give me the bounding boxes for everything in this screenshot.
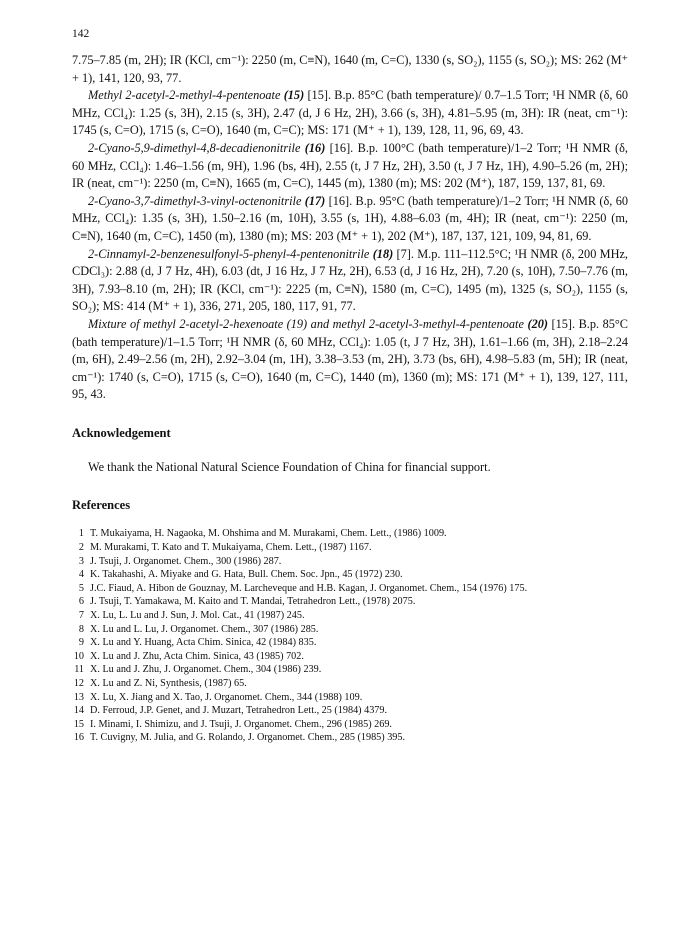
reference-text: J. Tsuji, T. Yamakawa, M. Kaito and T. Mandai, Tetrahedron Lett., (1978) 2075. [90,596,416,608]
reference-item [72,541,628,555]
entry-text: 7.75–7.85 (m, 2H); IR (KCl, cm⁻¹): 2250 (m, C≡N), 1640 (m, C=C), 1330 (s, SO₂), 1155 (s, SO₂); MS: 262 (M⁺ + 1), 141, 120, 93, 77. [72,53,628,85]
reference-item [72,568,628,582]
reference-text: X. Lu, X. Jiang and X. Tao, J. Organomet. Chem., 344 (1988) 109. [90,691,363,703]
reference-number: 1 [78,528,84,540]
reference-number: 13 [73,691,84,703]
entry-text: [15]. B.p. 85°C (bath temperature)/ 0.7–1.5 Torr; ¹H NMR (δ, 60 MHz, CCl₄): 1.25 (s, 3H), 2.15 (s, 3H), 2.47 (d, J 6 Hz, 2H), 3.66 (s, 3H), 4.81–5.95 (m, 3H): IR (neat, cm⁻¹): 1745 (s, C=O), 1715 (s, C=O), 1640 (m, C=C); MS: 171 (M⁺ + 1), 139, 128, 11, 96, 69, 43. [72,88,628,138]
entry-text: [16]. B.p. 95°C (bath temperature)/1–2 Torr; ¹H NMR (δ, 60 MHz, CCl₄): 1.35 (s, 3H), 1.50–2.16 (m, 10H), 3.55 (s, 1H), 4.88–6.03 (m, 4H); IR (neat, cm⁻¹): 2250 (m, C≡N), 1640 (m, C=C), 1450 (m), 1380 (m); MS: 203 (M⁺ + 1), 202 (M⁺), 187, 137, 121, 109, 94, 81, 69. [72,193,629,243]
reference-text: M. Murakami, T. Kato and T. Mukaiyama, Chem. Lett., (1987) 1167. [90,542,372,554]
compound-entry [72,140,628,193]
compound-entry [72,87,628,140]
reference-number: 10 [73,650,84,662]
experimental-section [72,52,628,404]
page-number: 142 [72,28,90,40]
reference-number: 14 [73,705,84,717]
reference-list [72,527,628,745]
reference-text: D. Ferroud, J.P. Genet, and J. Muzart, Tetrahedron Lett., 25 (1984) 4379. [90,705,388,717]
compound-name: 2-Cyano-3,7-dimethyl-3-vinyl-octenonitrile [88,193,302,208]
paper-page [72,28,628,745]
reference-text: X. Lu and Y. Huang, Acta Chim. Sinica, 42 (1984) 835. [90,637,317,649]
reference-item [72,718,628,732]
reference-text: X. Lu and L. Lu, J. Organomet. Chem., 307 (1986) 285. [90,623,319,635]
compound-number: (16) [304,140,326,155]
reference-item [72,595,628,609]
reference-number: 7 [78,610,84,622]
reference-text: J. Tsuji, J. Organomet. Chem., 300 (1986) 287. [90,555,282,567]
reference-number: 12 [73,678,84,689]
reference-number: 8 [78,623,84,635]
reference-number: 5 [78,582,84,594]
reference-item [72,691,628,705]
reference-number: 4 [78,569,84,581]
reference-item [72,555,628,569]
entry-text: [16]. B.p. 100°C (bath temperature)/1–2 Torr; ¹H NMR (δ, 60 MHz, CCl₄): 1.46–1.56 (m, 9H), 1.96 (bs, 4H), 2.55 (t, J 7 Hz, 2H), 3.50 (t, J 7 Hz, 1H), 4.90–5.26 (m, 2H); IR (neat, cm⁻¹): 2250 (m, C≡N), 1665 (m, C=C), 1445 (m), 1380 (m); MS: 202 (M⁺), 187, 159, 137, 81, 69. [72,140,629,191]
compound-name: Mixture of methyl 2-acetyl-2-hexenoate (19) and methyl 2-acetyl-3-methyl-4-pentenoate [88,316,524,331]
compound-name: 2-Cyano-5,9-dimethyl-4,8-decadienonitrile [88,140,301,155]
reference-number: 3 [78,555,84,567]
reference-item [72,527,628,541]
reference-number: 15 [73,718,84,730]
compound-number: (20) [527,316,548,331]
references-heading: References [72,498,131,513]
entry-text: [15]. B.p. 85°C (bath temperature)/1–1.5 Torr; ¹H NMR (δ, 60 MHz, CCl₄): 1.05 (t, J 7 Hz, 3H), 1.61–1.66 (m, 3H), 2.18–2.24 (m, 6H), 2.49–2.56 (m, 2H), 2.92–3.04 (m, 1H), 3.38–3.53 (m, 2H), 3.73 (bs, 6H), 4.98–5.83 (m, 5H); IR (neat, cm⁻¹): 1740 (s, C=O), 1715 (s, C=O), 1640 (m, C=C), 1440 (m), 1360 (m); MS: 171 (M⁺ + 1), 139, 127, 111, 95, 43. [72,316,629,402]
reference-text: I. Minami, I. Shimizu, and J. Tsuji, J. Organomet. Chem., 296 (1985) 269. [90,718,392,730]
reference-text: X. Lu, L. Lu and J. Sun, J. Mol. Cat., 41 (1987) 245. [90,610,305,622]
acknowledgement-text: We thank the National Natural Science Foundation of China for financial support. [88,459,491,474]
reference-number: 11 [74,664,84,676]
compound-number: (17) [304,193,326,208]
compound-number: (18) [372,246,394,261]
reference-text: X. Lu and J. Zhu, J. Organomet. Chem., 304 (1986) 239. [90,664,322,676]
reference-number: 2 [78,542,84,554]
reference-text: T. Cuvigny, M. Julia, and G. Rolando, J. Organomet. Chem., 285 (1985) 395. [90,732,406,744]
acknowledgement-heading: Acknowledgement [72,425,171,440]
reference-number: 16 [73,732,84,744]
compound-entry [72,193,628,246]
reference-text: X. Lu and J. Zhu, Acta Chim. Sinica, 43 (1985) 702. [90,650,304,662]
reference-item [72,650,628,664]
reference-item [72,704,628,718]
reference-item [72,731,628,745]
reference-number: 6 [78,596,84,608]
reference-text: J.C. Fiaud, A. Hibon de Gouznay, M. Larcheveque and H.B. Kagan, J. Organomet. Chem., 154 (1976) 175. [90,582,528,594]
reference-item [72,636,628,650]
compound-name: 2-Cinnamyl-2-benzenesulfonyl-5-phenyl-4-pentenonitrile [88,246,370,261]
compound-entry [72,316,628,404]
reference-item [72,609,628,623]
reference-text: X. Lu and Z. Ni, Synthesis, (1987) 65. [90,678,247,689]
compound-number: (15) [283,88,305,103]
compound-entry [72,52,628,87]
compound-entry [72,246,628,316]
reference-number: 9 [78,637,84,649]
reference-text: K. Takahashi, A. Miyake and G. Hata, Bull. Chem. Soc. Jpn., 45 (1972) 230. [90,569,403,581]
entry-text: [7]. M.p. 111–112.5°C; ¹H NMR (δ, 200 MHz, CDCl₃): 2.88 (d, J 7 Hz, 4H), 6.03 (dt, J 16 Hz, J 7 Hz, 2H), 6.53 (d, J 16 Hz, 2H), 7.20 (s, 10H), 7.50–7.76 (m, 3H), 7.93–8.10 (m, 2H); IR (KCl, cm⁻¹): 2225 (m, C≡N), 1580 (m, C=C), 1495 (m), 1325 (s, SO₂), 1155 (s, SO₂); MS: 414 (M⁺ + 1), 336, 271, 205, 180, 117, 91, 77. [72,246,628,314]
compound-name: Methyl 2-acetyl-2-methyl-4-pentenoate [88,88,281,103]
reference-item [72,663,628,677]
reference-item [72,677,628,691]
reference-text: T. Mukaiyama, H. Nagaoka, M. Ohshima and M. Murakami, Chem. Lett., (1986) 1009. [90,528,447,540]
reference-item [72,582,628,596]
reference-item [72,623,628,637]
